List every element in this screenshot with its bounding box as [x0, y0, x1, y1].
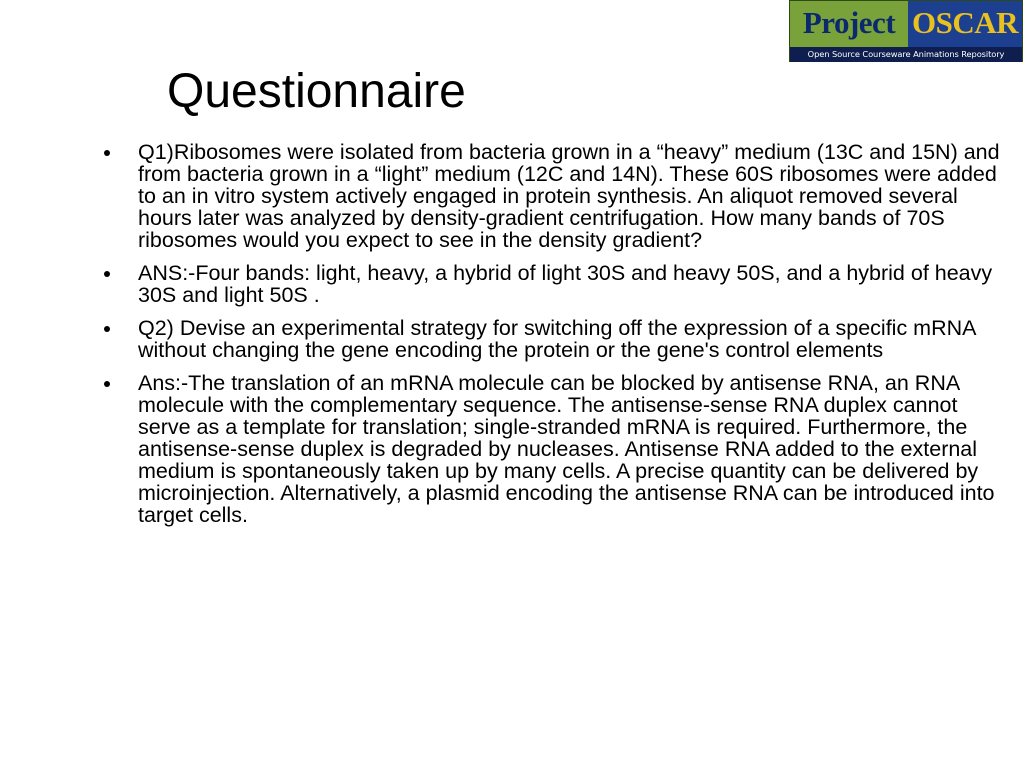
bullet-text: Q2) Devise an experimental strategy for switching off the expression of a specific mRNA without changing the gene encoding the protein or the gene's control elements [138, 316, 976, 362]
logo-project-text: Project [790, 1, 908, 47]
bullet-dot-icon [104, 150, 110, 156]
logo-tagline: Open Source Courseware Animations Repository [790, 47, 1022, 62]
bullet-dot-icon [104, 381, 110, 387]
logo-banner [790, 1, 1022, 47]
bullet-text: Q1)Ribosomes were isolated from bacteria grown in a “heavy” medium (13C and 15N) and from bacteria grown in a “light” medium (12C and 14N). These 60S ribosomes were added to an in vitro system actively engaged in protein synthesis. An aliquot removed several hours later was analyzed by density-gradient centrifugation. How many bands of 70S ribosomes would you expect to see in the density gradient? [138, 140, 1000, 252]
slide-title: Questionnaire [167, 65, 466, 118]
bullet-item-q1 [100, 141, 1000, 251]
bullet-item-ans2 [100, 372, 1000, 526]
bullet-dot-icon [104, 326, 110, 332]
bullet-dot-icon [104, 271, 110, 277]
bullet-item-ans1 [100, 262, 1000, 306]
project-oscar-logo [789, 0, 1023, 62]
bullet-list [100, 141, 1000, 537]
bullet-text: ANS:-Four bands: light, heavy, a hybrid of light 30S and heavy 50S, and a hybrid of heavy 30S and light 50S . [138, 261, 993, 307]
logo-oscar-text: OSCAR [908, 1, 1022, 47]
bullet-text: Ans:-The translation of an mRNA molecule can be blocked by antisense RNA, an RNA molecule with the complementary sequence. The antisense-sense RNA duplex cannot serve as a template for translation; single-stranded mRNA is required. Furthermore, the antisense-sense duplex is degraded by nucleases. Antisense RNA added to the external medium is spontaneously taken up by many cells. A precise quantity can be delivered by microinjection. Alternatively, a plasmid encoding the antisense RNA can be introduced into target cells. [138, 371, 995, 527]
bullet-item-q2 [100, 317, 1000, 361]
